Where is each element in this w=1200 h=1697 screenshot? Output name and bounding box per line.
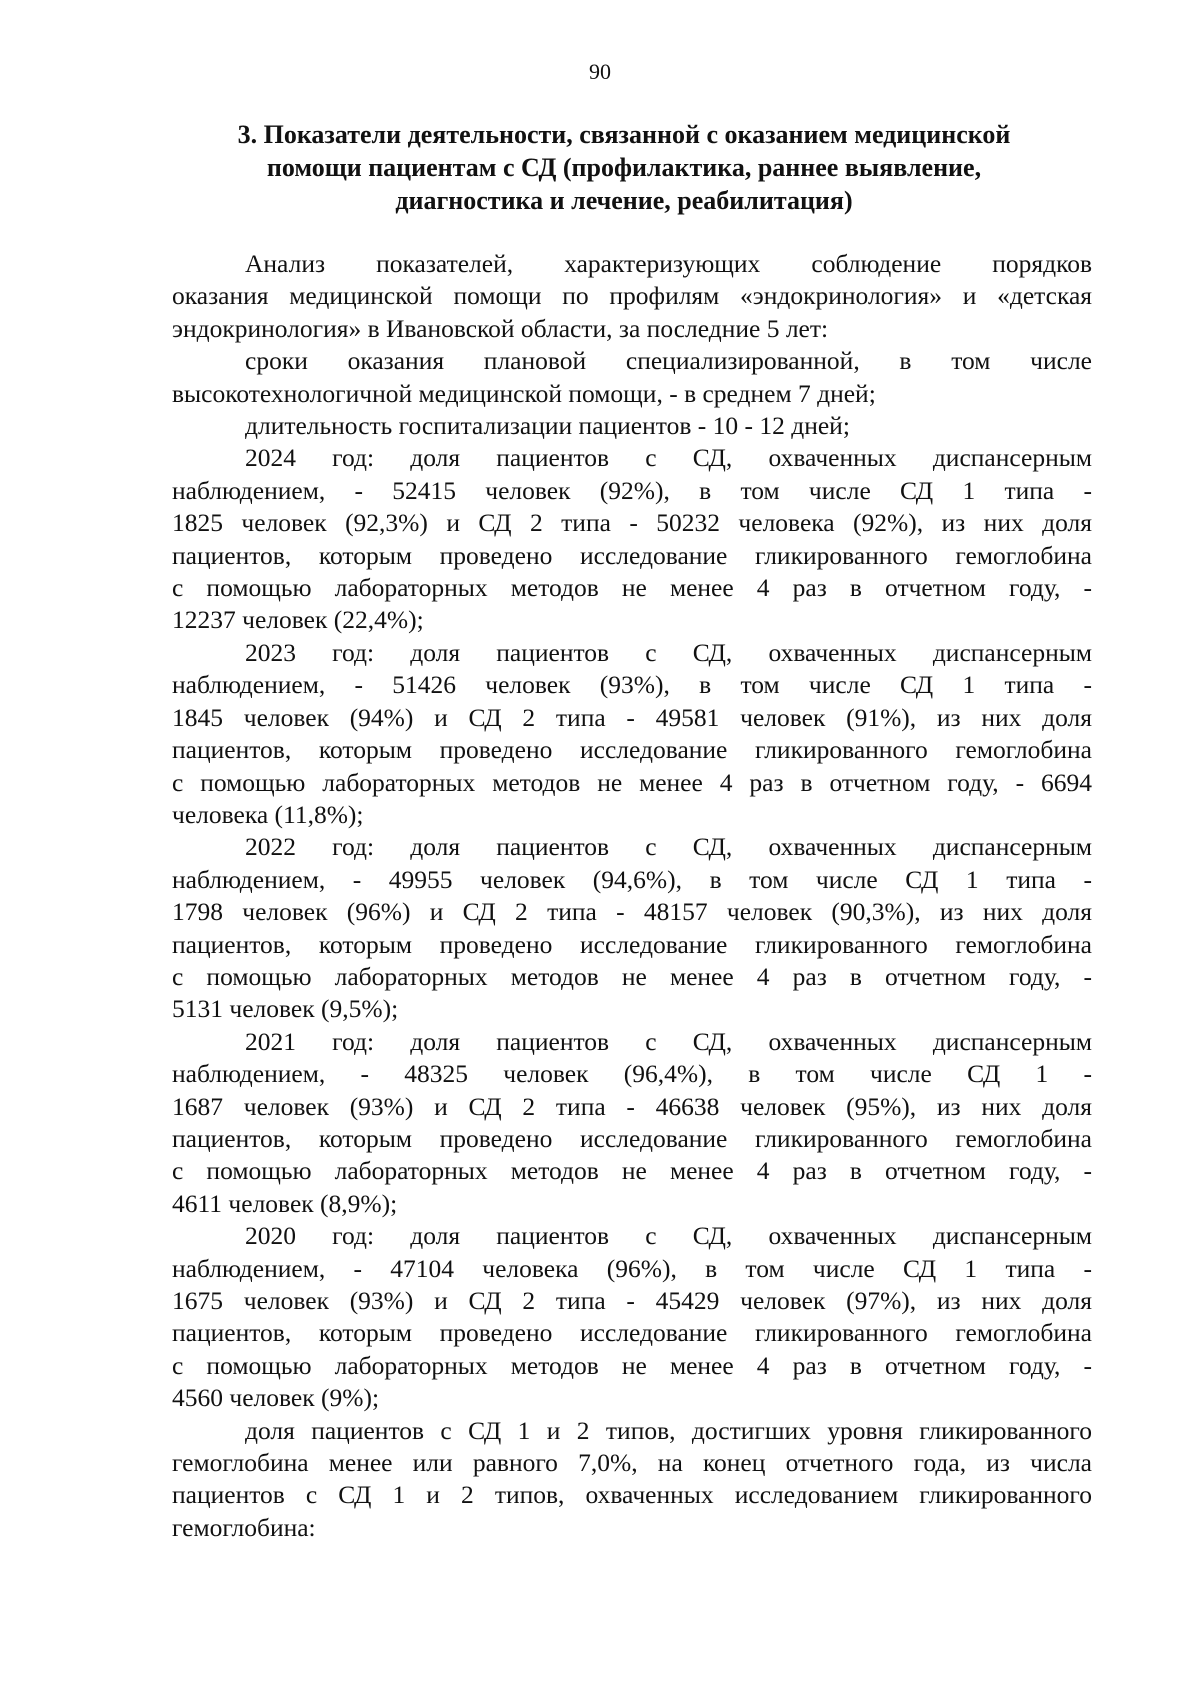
- paragraph-line: с помощью лабораторных методов не менее 4 раз в отчетном году, -: [172, 961, 1092, 991]
- paragraph-line: наблюдением, - 47104 человека (96%), в том числе СД 1 типа -: [172, 1253, 1092, 1283]
- paragraph-line: 1825 человек (92,3%) и СД 2 типа - 50232 человека (92%), из них доля: [172, 508, 1092, 538]
- body-paragraph: [172, 637, 1092, 831]
- paragraph-line: гемоглобина:: [172, 1512, 316, 1542]
- section-heading: [160, 118, 1088, 217]
- paragraph-line: с помощью лабораторных методов не менее 4 раз в отчетном году, -: [172, 573, 1092, 603]
- paragraph-line: с помощью лабораторных методов не менее 4 раз в отчетном году, - 6694: [172, 767, 1092, 797]
- paragraph-line: пациентов, которым проведено исследование гликированного гемоглобина: [172, 1318, 1092, 1348]
- paragraph-line: 5131 человек (9,5%);: [172, 994, 399, 1024]
- paragraph-line: 2020 год: доля пациентов с СД, охваченных диспансерным: [245, 1221, 1092, 1251]
- paragraph-line: 1845 человек (94%) и СД 2 типа - 49581 человек (91%), из них доля: [172, 702, 1092, 732]
- section-heading-line: помощи пациентам с СД (профилактика, раннее выявление,: [266, 153, 982, 182]
- section-heading-line: диагностика и лечение, реабилитация): [395, 186, 853, 215]
- paragraph-line: гемоглобина менее или равного 7,0%, на конец отчетного года, из числа: [172, 1448, 1092, 1478]
- paragraph-line: высокотехнологичной медицинской помощи, - в среднем 7 дней;: [172, 378, 876, 408]
- paragraph-line: 4611 человек (8,9%);: [172, 1188, 398, 1218]
- paragraph-line: пациентов, которым проведено исследование гликированного гемоглобина: [172, 929, 1092, 959]
- paragraph-line: 2024 год: доля пациентов с СД, охваченных диспансерным: [245, 443, 1092, 473]
- body-paragraph: [172, 345, 1092, 410]
- body-paragraph: [172, 442, 1092, 636]
- paragraph-line: наблюдением, - 48325 человек (96,4%), в том числе СД 1 -: [172, 1059, 1092, 1089]
- paragraph-line: 4560 человек (9%);: [172, 1383, 380, 1413]
- paragraph-line: 12237 человек (22,4%);: [172, 605, 424, 635]
- body-paragraph: [172, 410, 1092, 442]
- body-paragraph: [172, 1026, 1092, 1220]
- paragraph-line: 2021 год: доля пациентов с СД, охваченных диспансерным: [245, 1026, 1092, 1056]
- paragraph-line: 2022 год: доля пациентов с СД, охваченных диспансерным: [245, 832, 1092, 862]
- paragraph-line: с помощью лабораторных методов не менее 4 раз в отчетном году, -: [172, 1350, 1092, 1380]
- paragraph-line: пациентов, которым проведено исследование гликированного гемоглобина: [172, 1123, 1092, 1153]
- section-heading-line: 3. Показатели деятельности, связанной с оказанием медицинской: [237, 120, 1011, 149]
- paragraph-line: сроки оказания плановой специализированной, в том числе: [245, 346, 1092, 376]
- paragraph-line: пациентов, которым проведено исследование гликированного гемоглобина: [172, 735, 1092, 765]
- paragraph-line: длительность госпитализации пациентов - 10 - 12 дней;: [245, 411, 850, 441]
- page-number: 90: [589, 59, 611, 84]
- document-body: [172, 248, 1092, 1544]
- body-paragraph: [172, 831, 1092, 1025]
- paragraph-line: 1675 человек (93%) и СД 2 типа - 45429 человек (97%), из них доля: [172, 1286, 1092, 1315]
- body-paragraph: [172, 1220, 1092, 1414]
- paragraph-line: человека (11,8%);: [172, 799, 364, 829]
- paragraph-line: с помощью лабораторных методов не менее 4 раз в отчетном году, -: [172, 1156, 1092, 1186]
- paragraph-line: пациентов с СД 1 и 2 типов, охваченных исследованием гликированного: [172, 1480, 1092, 1510]
- paragraph-line: эндокринология» в Ивановской области, за последние 5 лет:: [172, 313, 829, 343]
- paragraph-line: пациентов, которым проведено исследование гликированного гемоглобина: [172, 540, 1092, 570]
- paragraph-line: Анализ показателей, характеризующих соблюдение порядков: [245, 249, 1092, 278]
- paragraph-line: 1687 человек (93%) и СД 2 типа - 46638 человек (95%), из них доля: [172, 1091, 1092, 1121]
- paragraph-line: оказания медицинской помощи по профилям «эндокринология» и «детская: [172, 281, 1092, 311]
- paragraph-line: доля пациентов с СД 1 и 2 типов, достигших уровня гликированного: [245, 1415, 1092, 1445]
- body-paragraph: [172, 1415, 1092, 1545]
- paragraph-line: наблюдением, - 52415 человек (92%), в том числе СД 1 типа -: [172, 475, 1092, 505]
- body-paragraph: [172, 248, 1092, 345]
- paragraph-line: 1798 человек (96%) и СД 2 типа - 48157 человек (90,3%), из них доля: [172, 897, 1092, 927]
- paragraph-line: 2023 год: доля пациентов с СД, охваченных диспансерным: [245, 637, 1092, 667]
- paragraph-line: наблюдением, - 49955 человек (94,6%), в том числе СД 1 типа -: [172, 864, 1092, 894]
- paragraph-line: наблюдением, - 51426 человек (93%), в том числе СД 1 типа -: [172, 670, 1092, 700]
